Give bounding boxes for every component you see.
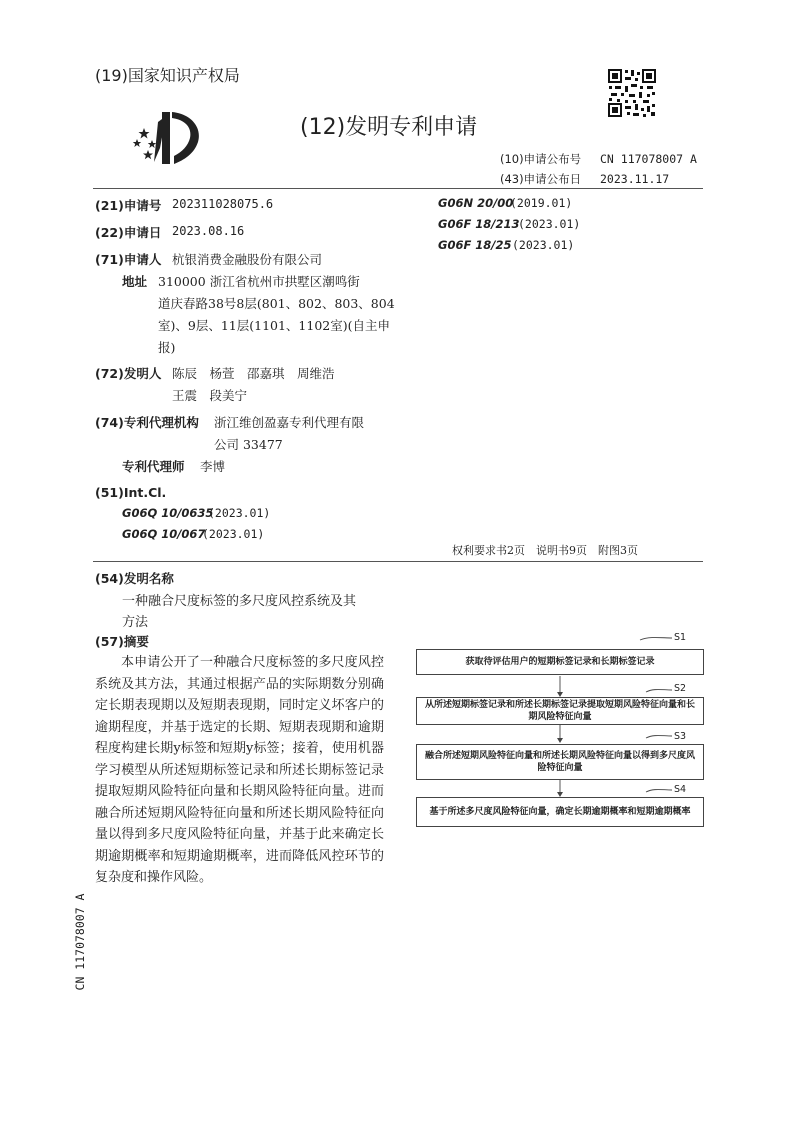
agency: 浙江维创盈嘉专利代理有限	[214, 415, 365, 430]
ipc-code: G06Q 10/067	[122, 527, 206, 541]
ipc-version: (2019.01)	[510, 196, 573, 210]
flow-step-text: 融合所述短期风险特征向量和所述长期风险特征向量以得到多尺度风险特征向量	[424, 751, 695, 773]
document-type: (12)发明专利申请	[300, 115, 478, 140]
publication-number-label: (10)申请公布号	[500, 152, 582, 166]
flow-step-box	[416, 649, 704, 675]
abstract-label: (57)摘要	[95, 634, 149, 649]
inventor-label: (72)发明人	[95, 366, 162, 381]
applicant: 杭银消费金融股份有限公司	[172, 252, 323, 267]
ipc-version: (2023.01)	[208, 506, 271, 520]
address-line: 室)、9层、11层(1101、1102室)(自主申	[158, 318, 390, 333]
ipc-version: (2023.01)	[518, 217, 581, 231]
ipc-version: (2023.01)	[202, 527, 265, 541]
ipc-code: G06F 18/213	[438, 217, 520, 231]
abstract-text: 本申请公开了一种融合尺度标签的多尺度风控系统及其方法，其通过根据产品的实际期数分别确定长期表现期以及短期表现期，同时定义坏客户的逾期程度，并基于选定的长期、短期表现期和逾期程度构建长期y标签和短期y标签；接着，使用机器学习模型从所述短期标签记录和所述长期标签记录提取短期风险特征向量和长期风险特征向量。进而融合所述短期风险特征向量和所述长期风险特征向量以得到多尺度风险特征向量，并基于此来确定长期逾期概率和短期逾期概率，进而降低风控环节的复杂度和操作风险。	[95, 655, 384, 885]
ipc-version: (2023.01)	[512, 238, 575, 252]
inventors: 陈辰 杨萱 邵嘉琪 周维浩	[172, 366, 335, 381]
agent: 李博	[200, 459, 226, 474]
invention-title: 方法	[122, 615, 149, 630]
office-name: (19)国家知识产权局	[95, 66, 240, 85]
step-label: S1	[674, 632, 687, 643]
agent-label: 专利代理师	[122, 459, 185, 474]
application-number: 202311028075.6	[172, 197, 274, 211]
publication-number: CN 117078007 A	[600, 152, 697, 166]
int-cl-label: (51)Int.Cl.	[95, 485, 167, 500]
flow-step-box	[416, 797, 704, 827]
address-line: 310000 浙江省杭州市拱墅区潮鸣街	[158, 274, 360, 289]
flow-step-box	[416, 697, 704, 725]
page-counts: 权利要求书2页 说明书9页 附图3页	[452, 544, 638, 557]
application-number-label: (21)申请号	[95, 198, 162, 213]
address-line: 报)	[158, 340, 176, 355]
step-label: S3	[674, 731, 687, 742]
ipc-code: G06N 20/00	[438, 196, 514, 210]
flow-step-box	[416, 744, 704, 780]
agency-label: (74)专利代理机构	[95, 415, 199, 430]
address-line: 道庆春路38号8层(801、802、803、804	[158, 296, 395, 311]
abstract-body	[95, 652, 384, 889]
applicant-label: (71)申请人	[95, 252, 162, 267]
step-label: S4	[674, 784, 687, 795]
side-publication-code: CN 117078007 A	[73, 893, 87, 991]
step-label: S2	[674, 683, 687, 694]
ipc-code: G06Q 10/0635	[122, 506, 214, 520]
section-divider	[93, 561, 703, 562]
inventors: 王震 段美宁	[172, 388, 248, 403]
flow-step-text: 从所述短期标签记录和所述长期标签记录提取短期风险特征向量和长期风险特征向量	[424, 700, 695, 722]
cnipa-logo	[130, 108, 206, 166]
invention-title: 一种融合尺度标签的多尺度风控系统及其	[122, 594, 357, 609]
publication-date-label: (43)申请公布日	[500, 172, 582, 186]
address-label: 地址	[122, 274, 148, 289]
title-label: (54)发明名称	[95, 571, 174, 586]
application-date: 2023.08.16	[172, 224, 245, 238]
qr-code	[607, 68, 657, 118]
flow-step-text: 获取待评估用户的短期标签记录和长期标签记录	[465, 657, 655, 667]
header-divider	[93, 188, 703, 189]
ipc-code: G06F 18/25	[438, 238, 512, 252]
publication-date: 2023.11.17	[600, 172, 670, 186]
flow-step-text: 基于所述多尺度风险特征向量，确定长期逾期概率和短期逾期概率	[429, 807, 691, 817]
application-date-label: (22)申请日	[95, 225, 162, 240]
agency: 公司 33477	[214, 437, 283, 452]
